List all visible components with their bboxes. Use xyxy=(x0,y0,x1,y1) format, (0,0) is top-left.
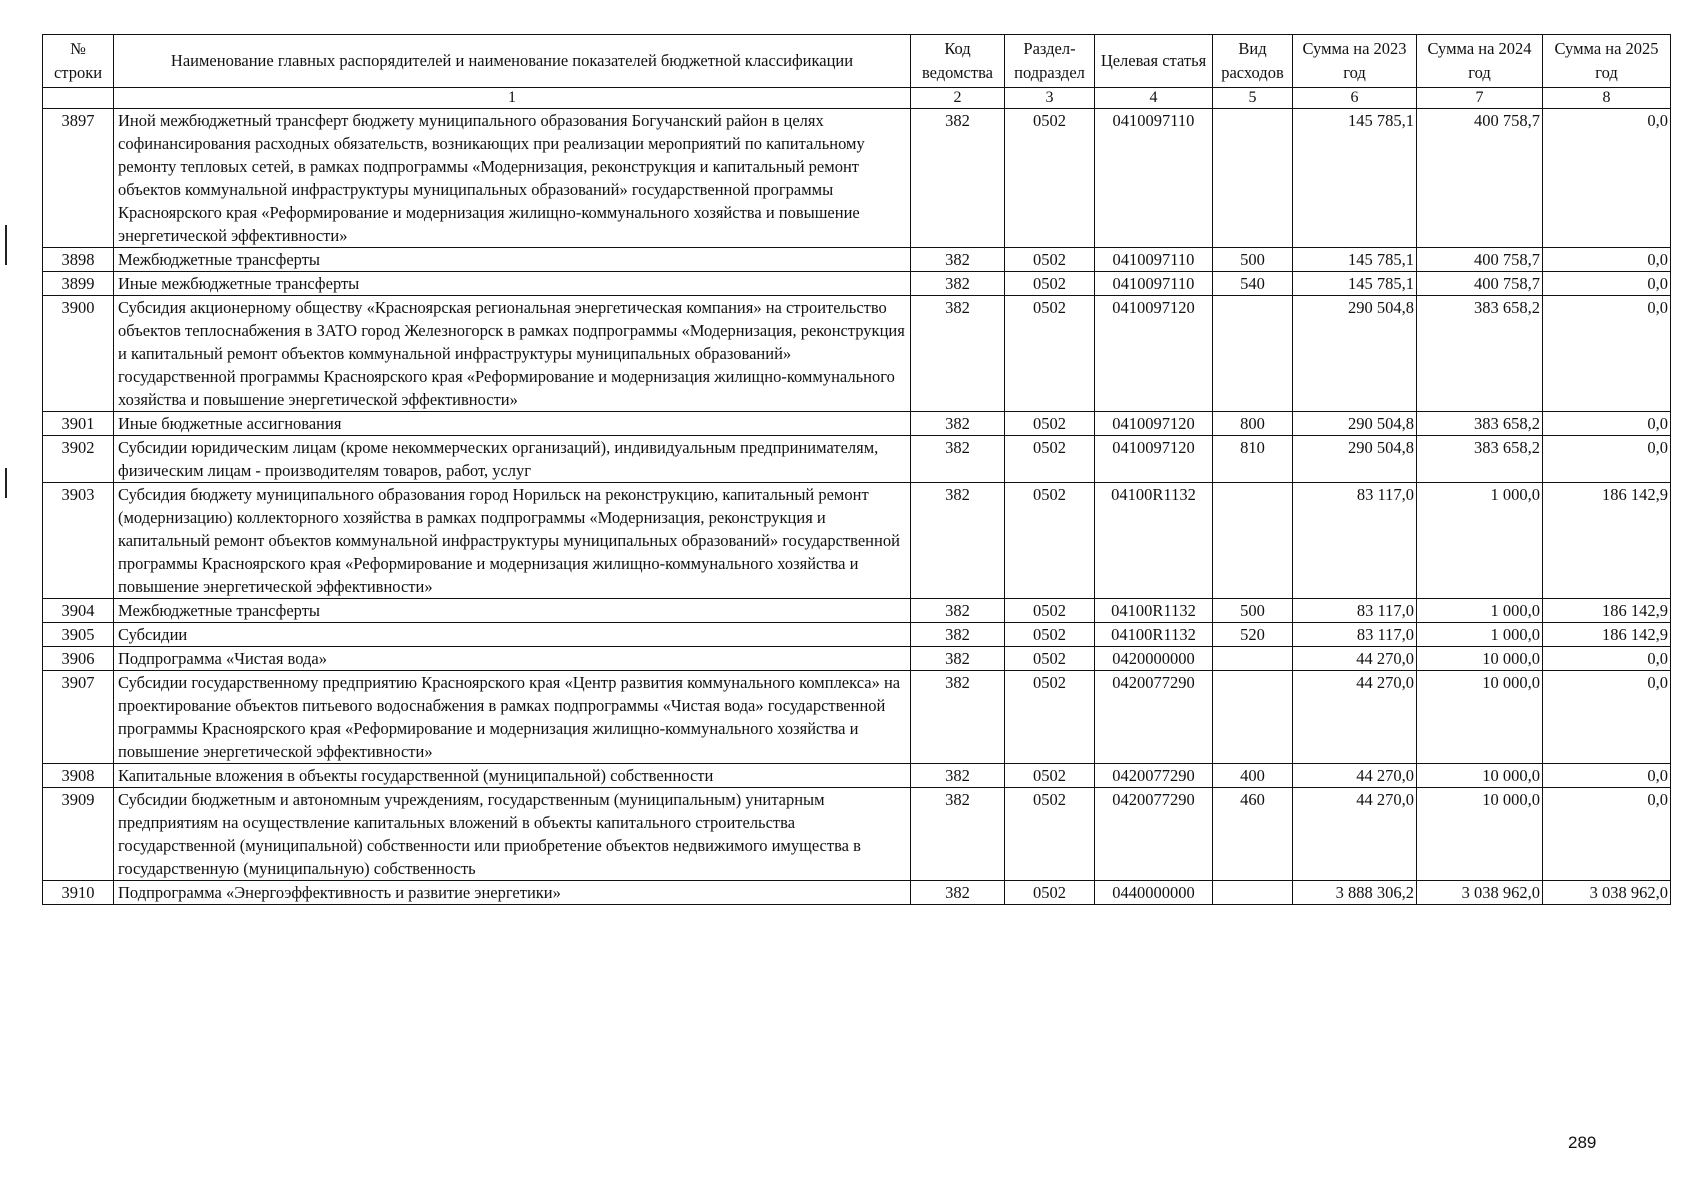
row-target: 0410097110 xyxy=(1095,109,1213,248)
row-sum-2025: 3 038 962,0 xyxy=(1543,881,1671,905)
row-sum-2023: 83 117,0 xyxy=(1293,483,1417,599)
row-sum-2025: 0,0 xyxy=(1543,272,1671,296)
table-row xyxy=(43,296,1671,412)
row-section: 0502 xyxy=(1005,296,1095,412)
row-sum-2025: 0,0 xyxy=(1543,671,1671,764)
row-section: 0502 xyxy=(1005,764,1095,788)
row-section: 0502 xyxy=(1005,248,1095,272)
header-sum-2024: Сумма на 2024 год xyxy=(1417,35,1543,88)
row-sum-2023: 145 785,1 xyxy=(1293,109,1417,248)
row-target: 0410097120 xyxy=(1095,412,1213,436)
row-sum-2024: 10 000,0 xyxy=(1417,671,1543,764)
row-sum-2023: 44 270,0 xyxy=(1293,647,1417,671)
row-expense-type: 500 xyxy=(1213,599,1293,623)
row-number: 3899 xyxy=(43,272,114,296)
row-target: 04100R1132 xyxy=(1095,623,1213,647)
row-sum-2024: 1 000,0 xyxy=(1417,623,1543,647)
row-name: Межбюджетные трансферты xyxy=(114,599,911,623)
row-target: 0420077290 xyxy=(1095,764,1213,788)
row-sum-2024: 383 658,2 xyxy=(1417,296,1543,412)
row-number: 3905 xyxy=(43,623,114,647)
row-sum-2025: 0,0 xyxy=(1543,764,1671,788)
column-number: 8 xyxy=(1543,88,1671,109)
row-target: 0420077290 xyxy=(1095,788,1213,881)
row-sum-2023: 44 270,0 xyxy=(1293,671,1417,764)
column-number: 4 xyxy=(1095,88,1213,109)
row-sum-2025: 0,0 xyxy=(1543,436,1671,483)
header-sum-2023: Сумма на 2023 год xyxy=(1293,35,1417,88)
row-dept-code: 382 xyxy=(911,647,1005,671)
row-section: 0502 xyxy=(1005,272,1095,296)
row-expense-type: 810 xyxy=(1213,436,1293,483)
row-sum-2025: 0,0 xyxy=(1543,248,1671,272)
header-target: Целевая статья xyxy=(1095,35,1213,88)
row-sum-2023: 290 504,8 xyxy=(1293,412,1417,436)
budget-table xyxy=(42,34,1671,905)
row-target: 0420000000 xyxy=(1095,647,1213,671)
row-name: Субсидии государственному предприятию Красноярского края «Центр развития коммунального комплекса» на проектирование объектов питьевого водоснабжения в рамках подпрограммы «Чистая вода» государственной программы Красноярского края «Реформирование и модернизация жилищно-коммунального хозяйства и повышение энергетической эффективности» xyxy=(114,671,911,764)
row-name: Иные межбюджетные трансферты xyxy=(114,272,911,296)
row-dept-code: 382 xyxy=(911,272,1005,296)
row-section: 0502 xyxy=(1005,412,1095,436)
row-number: 3908 xyxy=(43,764,114,788)
row-name: Иные бюджетные ассигнования xyxy=(114,412,911,436)
row-expense-type: 800 xyxy=(1213,412,1293,436)
table-row xyxy=(43,599,1671,623)
row-sum-2025: 0,0 xyxy=(1543,109,1671,248)
row-number: 3909 xyxy=(43,788,114,881)
row-section: 0502 xyxy=(1005,788,1095,881)
row-target: 0410097120 xyxy=(1095,436,1213,483)
row-sum-2023: 44 270,0 xyxy=(1293,764,1417,788)
column-number xyxy=(43,88,114,109)
row-section: 0502 xyxy=(1005,483,1095,599)
column-number: 5 xyxy=(1213,88,1293,109)
header-name: Наименование главных распорядителей и наименование показателей бюджетной классификации xyxy=(114,35,911,88)
row-name: Субсидии бюджетным и автономным учреждениям, государственным (муниципальным) унитарным предприятиям на осуществление капитальных вложений в объекты капитального строительства государственной (муниципальной) собственности или приобретение объектов недвижимого имущества в государственную (муниципальную) собственность xyxy=(114,788,911,881)
row-sum-2024: 400 758,7 xyxy=(1417,248,1543,272)
row-expense-type: 460 xyxy=(1213,788,1293,881)
row-sum-2024: 10 000,0 xyxy=(1417,788,1543,881)
row-section: 0502 xyxy=(1005,436,1095,483)
header-row-no: № строки xyxy=(43,35,114,88)
table-row xyxy=(43,881,1671,905)
row-expense-type xyxy=(1213,483,1293,599)
row-name: Подпрограмма «Энергоэффективность и развитие энергетики» xyxy=(114,881,911,905)
row-number: 3906 xyxy=(43,647,114,671)
row-dept-code: 382 xyxy=(911,623,1005,647)
header-section: Раздел-подраздел xyxy=(1005,35,1095,88)
table-row xyxy=(43,436,1671,483)
row-number: 3897 xyxy=(43,109,114,248)
row-name: Субсидия бюджету муниципального образования город Норильск на реконструкцию, капитальный ремонт (модернизацию) коллекторного хозяйства в рамках подпрограммы «Модернизация, реконструкция и капитальный ремонт объектов коммунальной инфраструктуры муниципальных образований» государственной программы Красноярского края «Реформирование и модернизация жилищно-коммунального хозяйства и повышение энергетической эффективности» xyxy=(114,483,911,599)
row-target: 04100R1132 xyxy=(1095,599,1213,623)
row-target: 0440000000 xyxy=(1095,881,1213,905)
row-dept-code: 382 xyxy=(911,671,1005,764)
row-sum-2024: 1 000,0 xyxy=(1417,599,1543,623)
row-sum-2024: 383 658,2 xyxy=(1417,412,1543,436)
row-section: 0502 xyxy=(1005,671,1095,764)
table-row xyxy=(43,272,1671,296)
row-sum-2024: 10 000,0 xyxy=(1417,764,1543,788)
table-row xyxy=(43,671,1671,764)
row-expense-type xyxy=(1213,881,1293,905)
row-name: Капитальные вложения в объекты государственной (муниципальной) собственности xyxy=(114,764,911,788)
table-row xyxy=(43,788,1671,881)
table-row xyxy=(43,647,1671,671)
row-expense-type: 500 xyxy=(1213,248,1293,272)
header-dept-code: Код ведомства xyxy=(911,35,1005,88)
row-sum-2025: 186 142,9 xyxy=(1543,623,1671,647)
row-sum-2023: 83 117,0 xyxy=(1293,623,1417,647)
table-row xyxy=(43,623,1671,647)
row-target: 0420077290 xyxy=(1095,671,1213,764)
row-sum-2024: 400 758,7 xyxy=(1417,109,1543,248)
row-target: 04100R1132 xyxy=(1095,483,1213,599)
row-name: Субсидии xyxy=(114,623,911,647)
table-row xyxy=(43,483,1671,599)
row-name: Межбюджетные трансферты xyxy=(114,248,911,272)
row-sum-2025: 186 142,9 xyxy=(1543,599,1671,623)
row-section: 0502 xyxy=(1005,623,1095,647)
row-number: 3910 xyxy=(43,881,114,905)
row-expense-type xyxy=(1213,296,1293,412)
row-name: Субсидии юридическим лицам (кроме некоммерческих организаций), индивидуальным предпринимателям, физическим лицам - производителям товаров, работ, услуг xyxy=(114,436,911,483)
row-sum-2023: 145 785,1 xyxy=(1293,272,1417,296)
row-sum-2025: 0,0 xyxy=(1543,788,1671,881)
column-number: 7 xyxy=(1417,88,1543,109)
row-target: 0410097110 xyxy=(1095,248,1213,272)
row-section: 0502 xyxy=(1005,647,1095,671)
row-dept-code: 382 xyxy=(911,881,1005,905)
row-sum-2025: 0,0 xyxy=(1543,412,1671,436)
row-number: 3902 xyxy=(43,436,114,483)
row-sum-2023: 290 504,8 xyxy=(1293,436,1417,483)
row-sum-2025: 0,0 xyxy=(1543,647,1671,671)
row-section: 0502 xyxy=(1005,109,1095,248)
row-sum-2023: 44 270,0 xyxy=(1293,788,1417,881)
row-number: 3907 xyxy=(43,671,114,764)
row-target: 0410097110 xyxy=(1095,272,1213,296)
row-dept-code: 382 xyxy=(911,788,1005,881)
row-sum-2024: 400 758,7 xyxy=(1417,272,1543,296)
table-row xyxy=(43,764,1671,788)
column-number: 3 xyxy=(1005,88,1095,109)
row-dept-code: 382 xyxy=(911,248,1005,272)
row-sum-2024: 3 038 962,0 xyxy=(1417,881,1543,905)
scan-margin-mark xyxy=(5,225,7,265)
row-sum-2024: 383 658,2 xyxy=(1417,436,1543,483)
row-dept-code: 382 xyxy=(911,483,1005,599)
column-number: 1 xyxy=(114,88,911,109)
row-dept-code: 382 xyxy=(911,436,1005,483)
row-target: 0410097120 xyxy=(1095,296,1213,412)
row-expense-type xyxy=(1213,109,1293,248)
row-number: 3904 xyxy=(43,599,114,623)
row-expense-type: 520 xyxy=(1213,623,1293,647)
row-dept-code: 382 xyxy=(911,764,1005,788)
page-number: 289 xyxy=(1568,1133,1597,1152)
row-dept-code: 382 xyxy=(911,109,1005,248)
scan-margin-mark xyxy=(5,468,7,498)
row-expense-type: 540 xyxy=(1213,272,1293,296)
row-expense-type xyxy=(1213,671,1293,764)
table-row xyxy=(43,109,1671,248)
row-dept-code: 382 xyxy=(911,599,1005,623)
table-row xyxy=(43,412,1671,436)
budget-table-body xyxy=(43,109,1671,905)
column-number: 6 xyxy=(1293,88,1417,109)
row-sum-2023: 145 785,1 xyxy=(1293,248,1417,272)
row-expense-type: 400 xyxy=(1213,764,1293,788)
row-sum-2025: 0,0 xyxy=(1543,296,1671,412)
column-number-row xyxy=(43,88,1671,109)
row-sum-2025: 186 142,9 xyxy=(1543,483,1671,599)
row-sum-2023: 83 117,0 xyxy=(1293,599,1417,623)
row-sum-2024: 1 000,0 xyxy=(1417,483,1543,599)
row-sum-2024: 10 000,0 xyxy=(1417,647,1543,671)
row-name: Иной межбюджетный трансферт бюджету муниципального образования Богучанский район в целях софинансирования расходных обязательств, возникающих при реализации мероприятий по капитальному ремонту тепловых сетей, в рамках подпрограммы «Модернизация, реконструкция и капитальный ремонт объектов коммунальной инфраструктуры муниципальных образований» государственной программы Красноярского края «Реформирование и модернизация жилищно-коммунального хозяйства и повышение энергетической эффективности» xyxy=(114,109,911,248)
table-header-row xyxy=(43,35,1671,88)
row-number: 3901 xyxy=(43,412,114,436)
row-sum-2023: 290 504,8 xyxy=(1293,296,1417,412)
row-section: 0502 xyxy=(1005,881,1095,905)
header-sum-2025: Сумма на 2025 год xyxy=(1543,35,1671,88)
row-name: Подпрограмма «Чистая вода» xyxy=(114,647,911,671)
row-dept-code: 382 xyxy=(911,296,1005,412)
row-dept-code: 382 xyxy=(911,412,1005,436)
row-number: 3903 xyxy=(43,483,114,599)
table-row xyxy=(43,248,1671,272)
row-expense-type xyxy=(1213,647,1293,671)
row-sum-2023: 3 888 306,2 xyxy=(1293,881,1417,905)
row-number: 3900 xyxy=(43,296,114,412)
header-expense-type: Вид расходов xyxy=(1213,35,1293,88)
column-number: 2 xyxy=(911,88,1005,109)
row-number: 3898 xyxy=(43,248,114,272)
row-section: 0502 xyxy=(1005,599,1095,623)
row-name: Субсидия акционерному обществу «Красноярская региональная энергетическая компания» на строительство объектов теплоснабжения в ЗАТО город Железногорск в рамках подпрограммы «Модернизация, реконструкция и капитальный ремонт объектов коммунальной инфраструктуры муниципальных образований» государственной программы Красноярского края «Реформирование и модернизация жилищно-коммунального хозяйства и повышение энергетической эффективности» xyxy=(114,296,911,412)
